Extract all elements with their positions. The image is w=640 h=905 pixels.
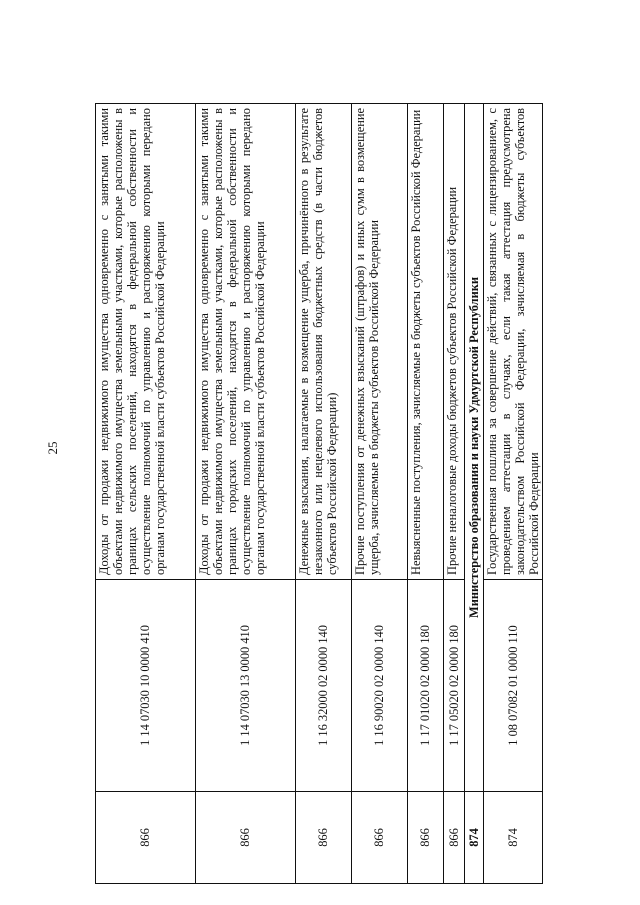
admin-code-cell: 866 — [96, 792, 196, 884]
revenue-description-cell: Прочие неналоговые доходы бюджетов субъектов Российской Федерации — [444, 104, 465, 580]
revenue-description-cell: Невыясненные поступления, зачисляемые в бюджеты субъектов Российской Федерации — [408, 104, 444, 580]
revenue-description-cell: Прочие поступления от денежных взысканий (штрафов) и иных сумм в возмещение ущерба, зачисляемые в бюджеты субъектов Российской Федерации — [352, 104, 408, 580]
revenue-code-cell: 1 14 07030 10 0000 410 — [96, 580, 196, 792]
revenue-code-cell: 1 16 32000 02 0000 140 — [296, 580, 352, 792]
revenue-code-cell: 1 16 90020 02 0000 140 — [352, 580, 408, 792]
revenue-description-cell: Государственная пошлина за совершение действий, связанных с лицензированием, с проведением аттестации в случаях, если такая аттестация предусмотрена законодательством Российской Федерации, зачисляемая в бюджеты субъектов Российской Федерации — [484, 104, 543, 580]
admin-code-cell: 866 — [444, 792, 465, 884]
budget-table-wrapper — [95, 104, 542, 884]
table-row — [296, 104, 352, 884]
table-row — [352, 104, 408, 884]
revenue-code-cell: 1 17 01020 02 0000 180 — [408, 580, 444, 792]
table-row — [96, 104, 196, 884]
revenue-code-cell: 1 17 05020 02 0000 180 — [444, 580, 465, 792]
section-title: Министерство образования и науки Удмуртской Республики — [465, 104, 484, 792]
section-admin-code: 874 — [465, 792, 484, 884]
revenue-description-cell: Денежные взыскания, налагаемые в возмещение ущерба, причинённого в результате незаконного или нецелевого использования бюджетных средств (в части бюджетов субъектов Российской Федерации) — [296, 104, 352, 580]
admin-code-cell: 866 — [196, 792, 296, 884]
revenue-description-cell: Доходы от продажи недвижимого имущества одновременно с занятыми такими объектами недвижимого имущества земельными участками, которые расположены в границах городских поселений, находятся в федеральной собственности и осуществление полномочий по управлению и распоряжению которыми передано органам государственной власти субъектов Российской Федерации — [196, 104, 296, 580]
revenue-code-cell: 1 08 07082 01 0000 110 — [484, 580, 543, 792]
admin-code-cell: 866 — [296, 792, 352, 884]
admin-code-cell: 874 — [484, 792, 543, 884]
revenue-code-cell: 1 14 07030 13 0000 410 — [196, 580, 296, 792]
admin-code-cell: 866 — [352, 792, 408, 884]
budget-revenue-table — [95, 103, 543, 884]
admin-code-cell: 866 — [408, 792, 444, 884]
section-header-row — [465, 104, 484, 884]
table-row — [444, 104, 465, 884]
table-row — [408, 104, 444, 884]
page-number: 25 — [45, 441, 60, 455]
table-row — [196, 104, 296, 884]
table-row — [484, 104, 543, 884]
revenue-description-cell: Доходы от продажи недвижимого имущества одновременно с занятыми такими объектами недвижимого имущества земельными участками, которые расположены в границах сельских поселений, находятся в федеральной собственности и осуществление полномочий по управлению и распоряжению которыми передано органам государственной власти субъектов Российской Федерации — [96, 104, 196, 580]
